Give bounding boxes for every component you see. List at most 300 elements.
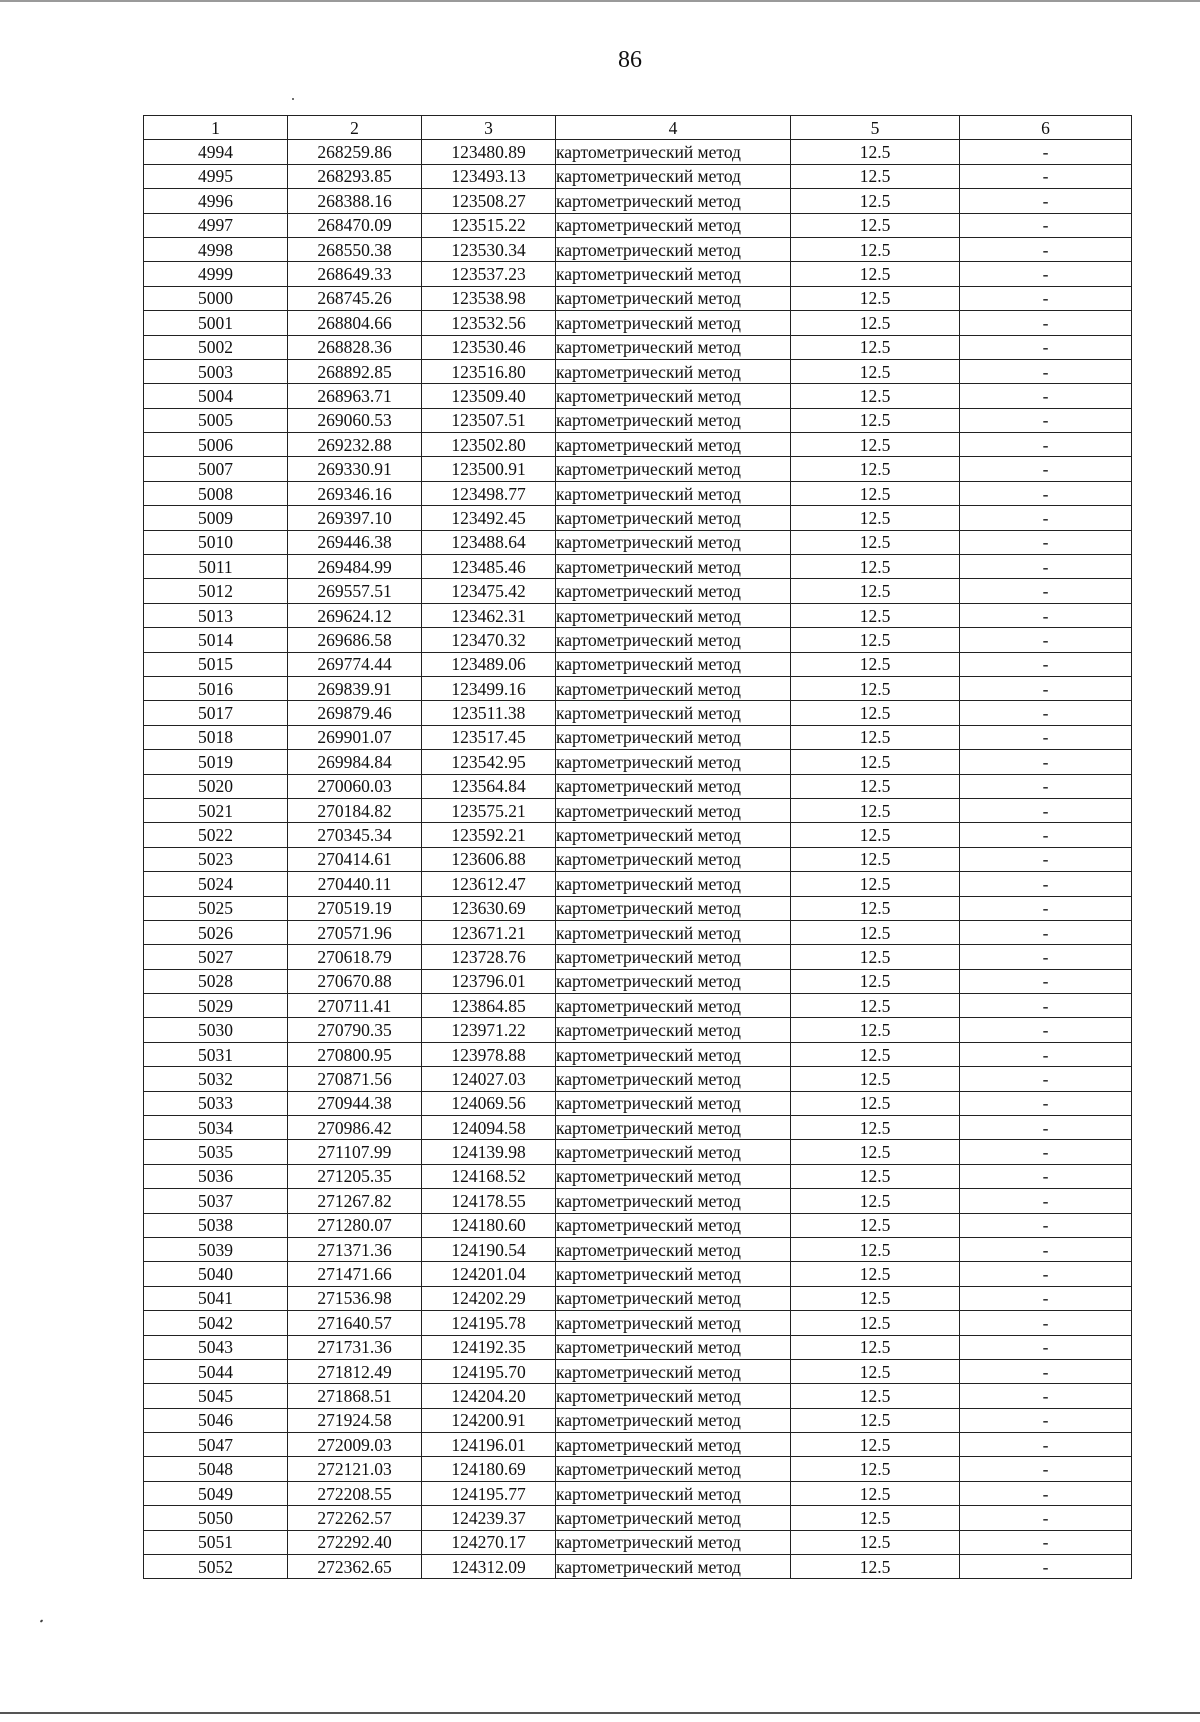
method-cell: картометрический метод [556,506,791,530]
method-cell: картометрический метод [556,1384,791,1408]
accuracy-cell: 12.5 [791,286,960,310]
column-6-cell: - [960,1140,1132,1164]
method-cell: картометрический метод [556,1481,791,1505]
table-row [144,872,1132,896]
column-6-cell: - [960,164,1132,188]
point-number-cell: 5049 [144,1481,288,1505]
column-6-cell: - [960,1213,1132,1237]
point-number-cell: 5013 [144,603,288,627]
y-coordinate-cell: 123492.45 [422,506,556,530]
accuracy-cell: 12.5 [791,945,960,969]
point-number-cell: 5026 [144,920,288,944]
method-cell: картометрический метод [556,1262,791,1286]
x-coordinate-cell: 268963.71 [288,384,422,408]
point-number-cell: 5051 [144,1530,288,1554]
x-coordinate-cell: 269397.10 [288,506,422,530]
column-6-cell: - [960,628,1132,652]
x-coordinate-cell: 272208.55 [288,1481,422,1505]
table-row [144,774,1132,798]
accuracy-cell: 12.5 [791,1481,960,1505]
table-row [144,1530,1132,1554]
table-row [144,1164,1132,1188]
column-6-cell: - [960,433,1132,457]
y-coordinate-cell: 124202.29 [422,1286,556,1310]
x-coordinate-cell: 268892.85 [288,359,422,383]
point-number-cell: 5030 [144,1018,288,1042]
column-header: 6 [960,116,1132,140]
column-6-cell: - [960,1091,1132,1115]
y-coordinate-cell: 123564.84 [422,774,556,798]
method-cell: картометрический метод [556,603,791,627]
point-number-cell: 5043 [144,1335,288,1359]
y-coordinate-cell: 123978.88 [422,1042,556,1066]
y-coordinate-cell: 123475.42 [422,579,556,603]
x-coordinate-cell: 271868.51 [288,1384,422,1408]
column-6-cell: - [960,774,1132,798]
point-number-cell: 5016 [144,676,288,700]
y-coordinate-cell: 124069.56 [422,1091,556,1115]
point-number-cell: 5021 [144,798,288,822]
column-6-cell: - [960,1042,1132,1066]
table-row [144,994,1132,1018]
method-cell: картометрический метод [556,896,791,920]
column-header: 2 [288,116,422,140]
x-coordinate-cell: 270414.61 [288,847,422,871]
accuracy-cell: 12.5 [791,701,960,725]
x-coordinate-cell: 269901.07 [288,725,422,749]
accuracy-cell: 12.5 [791,676,960,700]
y-coordinate-cell: 124201.04 [422,1262,556,1286]
y-coordinate-cell: 123470.32 [422,628,556,652]
accuracy-cell: 12.5 [791,1408,960,1432]
column-6-cell: - [960,994,1132,1018]
y-coordinate-cell: 123500.91 [422,457,556,481]
column-6-cell: - [960,213,1132,237]
method-cell: картометрический метод [556,1359,791,1383]
point-number-cell: 4995 [144,164,288,188]
accuracy-cell: 12.5 [791,847,960,871]
x-coordinate-cell: 270944.38 [288,1091,422,1115]
table-row [144,1311,1132,1335]
column-6-cell: - [960,676,1132,700]
accuracy-cell: 12.5 [791,1116,960,1140]
y-coordinate-cell: 123671.21 [422,920,556,944]
method-cell: картометрический метод [556,750,791,774]
table-row [144,384,1132,408]
table-row [144,603,1132,627]
point-number-cell: 5004 [144,384,288,408]
point-number-cell: 5027 [144,945,288,969]
point-number-cell: 5028 [144,969,288,993]
point-number-cell: 5009 [144,506,288,530]
table-row [144,920,1132,944]
y-coordinate-cell: 123515.22 [422,213,556,237]
x-coordinate-cell: 268259.86 [288,140,422,164]
method-cell: картометрический метод [556,530,791,554]
x-coordinate-cell: 269557.51 [288,579,422,603]
x-coordinate-cell: 269484.99 [288,555,422,579]
x-coordinate-cell: 269774.44 [288,652,422,676]
x-coordinate-cell: 272009.03 [288,1433,422,1457]
point-number-cell: 5041 [144,1286,288,1310]
x-coordinate-cell: 271371.36 [288,1237,422,1261]
table-header-row [144,116,1132,140]
x-coordinate-cell: 271812.49 [288,1359,422,1383]
x-coordinate-cell: 271924.58 [288,1408,422,1432]
x-coordinate-cell: 270345.34 [288,823,422,847]
column-6-cell: - [960,530,1132,554]
point-number-cell: 5005 [144,408,288,432]
table-row [144,1457,1132,1481]
method-cell: картометрический метод [556,359,791,383]
column-6-cell: - [960,555,1132,579]
point-number-cell: 5052 [144,1555,288,1579]
x-coordinate-cell: 272262.57 [288,1506,422,1530]
column-6-cell: - [960,872,1132,896]
method-cell: картометрический метод [556,823,791,847]
point-number-cell: 4996 [144,189,288,213]
column-6-cell: - [960,408,1132,432]
point-number-cell: 5042 [144,1311,288,1335]
point-number-cell: 5047 [144,1433,288,1457]
x-coordinate-cell: 268745.26 [288,286,422,310]
x-coordinate-cell: 269446.38 [288,530,422,554]
accuracy-cell: 12.5 [791,896,960,920]
table-row [144,286,1132,310]
point-number-cell: 5024 [144,872,288,896]
y-coordinate-cell: 123542.95 [422,750,556,774]
table-row [144,213,1132,237]
y-coordinate-cell: 124312.09 [422,1555,556,1579]
method-cell: картометрический метод [556,676,791,700]
accuracy-cell: 12.5 [791,408,960,432]
accuracy-cell: 12.5 [791,1555,960,1579]
column-6-cell: - [960,506,1132,530]
method-cell: картометрический метод [556,1213,791,1237]
x-coordinate-cell: 270519.19 [288,896,422,920]
point-number-cell: 5011 [144,555,288,579]
y-coordinate-cell: 123971.22 [422,1018,556,1042]
y-coordinate-cell: 123462.31 [422,603,556,627]
table-row [144,725,1132,749]
method-cell: картометрический метод [556,1433,791,1457]
point-number-cell: 5036 [144,1164,288,1188]
table-row [144,189,1132,213]
y-coordinate-cell: 124239.37 [422,1506,556,1530]
method-cell: картометрический метод [556,945,791,969]
accuracy-cell: 12.5 [791,140,960,164]
x-coordinate-cell: 269346.16 [288,481,422,505]
accuracy-cell: 12.5 [791,384,960,408]
accuracy-cell: 12.5 [791,530,960,554]
method-cell: картометрический метод [556,872,791,896]
column-6-cell: - [960,1189,1132,1213]
y-coordinate-cell: 123498.77 [422,481,556,505]
table-row [144,1116,1132,1140]
method-cell: картометрический метод [556,384,791,408]
point-number-cell: 5046 [144,1408,288,1432]
page-number: 86 [618,47,642,73]
column-6-cell: - [960,1530,1132,1554]
accuracy-cell: 12.5 [791,798,960,822]
y-coordinate-cell: 124195.77 [422,1481,556,1505]
accuracy-cell: 12.5 [791,1530,960,1554]
accuracy-cell: 12.5 [791,603,960,627]
column-6-cell: - [960,311,1132,335]
x-coordinate-cell: 271267.82 [288,1189,422,1213]
accuracy-cell: 12.5 [791,1384,960,1408]
x-coordinate-cell: 271731.36 [288,1335,422,1359]
point-number-cell: 5025 [144,896,288,920]
point-number-cell: 5018 [144,725,288,749]
column-6-cell: - [960,189,1132,213]
y-coordinate-cell: 123508.27 [422,189,556,213]
method-cell: картометрический метод [556,555,791,579]
y-coordinate-cell: 124195.78 [422,1311,556,1335]
method-cell: картометрический метод [556,725,791,749]
y-coordinate-cell: 124139.98 [422,1140,556,1164]
point-number-cell: 5003 [144,359,288,383]
y-coordinate-cell: 123532.56 [422,311,556,335]
column-6-cell: - [960,1506,1132,1530]
method-cell: картометрический метод [556,140,791,164]
column-6-cell: - [960,1457,1132,1481]
x-coordinate-cell: 269060.53 [288,408,422,432]
column-6-cell: - [960,725,1132,749]
point-number-cell: 5040 [144,1262,288,1286]
column-6-cell: - [960,457,1132,481]
point-number-cell: 4997 [144,213,288,237]
accuracy-cell: 12.5 [791,1067,960,1091]
method-cell: картометрический метод [556,1457,791,1481]
column-6-cell: - [960,1237,1132,1261]
accuracy-cell: 12.5 [791,1042,960,1066]
method-cell: картометрический метод [556,1116,791,1140]
accuracy-cell: 12.5 [791,1359,960,1383]
column-6-cell: - [960,1481,1132,1505]
x-coordinate-cell: 270060.03 [288,774,422,798]
y-coordinate-cell: 123630.69 [422,896,556,920]
y-coordinate-cell: 123728.76 [422,945,556,969]
column-6-cell: - [960,481,1132,505]
x-coordinate-cell: 268388.16 [288,189,422,213]
accuracy-cell: 12.5 [791,311,960,335]
column-header: 4 [556,116,791,140]
scan-speck [292,98,294,100]
method-cell: картометрический метод [556,1018,791,1042]
accuracy-cell: 12.5 [791,1506,960,1530]
y-coordinate-cell: 123612.47 [422,872,556,896]
method-cell: картометрический метод [556,847,791,871]
method-cell: картометрический метод [556,1311,791,1335]
method-cell: картометрический метод [556,1555,791,1579]
method-cell: картометрический метод [556,1164,791,1188]
column-6-cell: - [960,652,1132,676]
y-coordinate-cell: 123538.98 [422,286,556,310]
accuracy-cell: 12.5 [791,1140,960,1164]
y-coordinate-cell: 123485.46 [422,555,556,579]
method-cell: картометрический метод [556,286,791,310]
point-number-cell: 5014 [144,628,288,652]
accuracy-cell: 12.5 [791,1311,960,1335]
table-row [144,1140,1132,1164]
accuracy-cell: 12.5 [791,481,960,505]
coordinates-table [143,115,1132,1579]
table-row [144,1481,1132,1505]
y-coordinate-cell: 124270.17 [422,1530,556,1554]
table-row [144,1286,1132,1310]
scan-edge-bottom [0,1712,1200,1714]
accuracy-cell: 12.5 [791,1286,960,1310]
column-6-cell: - [960,847,1132,871]
x-coordinate-cell: 269232.88 [288,433,422,457]
y-coordinate-cell: 124192.35 [422,1335,556,1359]
table-row [144,652,1132,676]
table-row [144,1408,1132,1432]
x-coordinate-cell: 271205.35 [288,1164,422,1188]
x-coordinate-cell: 268470.09 [288,213,422,237]
accuracy-cell: 12.5 [791,555,960,579]
method-cell: картометрический метод [556,1408,791,1432]
method-cell: картометрический метод [556,920,791,944]
column-6-cell: - [960,1286,1132,1310]
accuracy-cell: 12.5 [791,823,960,847]
point-number-cell: 5010 [144,530,288,554]
y-coordinate-cell: 124204.20 [422,1384,556,1408]
accuracy-cell: 12.5 [791,164,960,188]
point-number-cell: 5007 [144,457,288,481]
scan-edge-top [0,0,1200,2]
table-row [144,262,1132,286]
accuracy-cell: 12.5 [791,969,960,993]
y-coordinate-cell: 124195.70 [422,1359,556,1383]
x-coordinate-cell: 271107.99 [288,1140,422,1164]
column-6-cell: - [960,1067,1132,1091]
method-cell: картометрический метод [556,408,791,432]
table-row [144,969,1132,993]
column-6-cell: - [960,1018,1132,1042]
table-row [144,750,1132,774]
table-row [144,1335,1132,1359]
point-number-cell: 5002 [144,335,288,359]
point-number-cell: 5022 [144,823,288,847]
x-coordinate-cell: 270800.95 [288,1042,422,1066]
method-cell: картометрический метод [556,1530,791,1554]
accuracy-cell: 12.5 [791,262,960,286]
method-cell: картометрический метод [556,1140,791,1164]
method-cell: картометрический метод [556,1067,791,1091]
x-coordinate-cell: 268293.85 [288,164,422,188]
accuracy-cell: 12.5 [791,433,960,457]
y-coordinate-cell: 123537.23 [422,262,556,286]
point-number-cell: 5001 [144,311,288,335]
point-number-cell: 5034 [144,1116,288,1140]
table-row [144,1213,1132,1237]
column-6-cell: - [960,701,1132,725]
column-6-cell: - [960,823,1132,847]
y-coordinate-cell: 123488.64 [422,530,556,554]
x-coordinate-cell: 269624.12 [288,603,422,627]
x-coordinate-cell: 271536.98 [288,1286,422,1310]
method-cell: картометрический метод [556,457,791,481]
accuracy-cell: 12.5 [791,457,960,481]
accuracy-cell: 12.5 [791,213,960,237]
point-number-cell: 5006 [144,433,288,457]
point-number-cell: 5037 [144,1189,288,1213]
accuracy-cell: 12.5 [791,359,960,383]
y-coordinate-cell: 124178.55 [422,1189,556,1213]
accuracy-cell: 12.5 [791,1213,960,1237]
method-cell: картометрический метод [556,189,791,213]
y-coordinate-cell: 123493.13 [422,164,556,188]
point-number-cell: 4999 [144,262,288,286]
scan-speck [40,1619,44,1622]
accuracy-cell: 12.5 [791,1433,960,1457]
point-number-cell: 5035 [144,1140,288,1164]
x-coordinate-cell: 269879.46 [288,701,422,725]
accuracy-cell: 12.5 [791,750,960,774]
point-number-cell: 5048 [144,1457,288,1481]
column-6-cell: - [960,969,1132,993]
x-coordinate-cell: 270571.96 [288,920,422,944]
method-cell: картометрический метод [556,1237,791,1261]
table-row [144,1359,1132,1383]
table-row [144,823,1132,847]
x-coordinate-cell: 272292.40 [288,1530,422,1554]
column-6-cell: - [960,920,1132,944]
method-cell: картометрический метод [556,213,791,237]
accuracy-cell: 12.5 [791,994,960,1018]
table-row [144,798,1132,822]
accuracy-cell: 12.5 [791,1335,960,1359]
table-row [144,457,1132,481]
table-row [144,676,1132,700]
table-row [144,335,1132,359]
y-coordinate-cell: 123864.85 [422,994,556,1018]
accuracy-cell: 12.5 [791,1189,960,1213]
accuracy-cell: 12.5 [791,237,960,261]
column-6-cell: - [960,1359,1132,1383]
column-6-cell: - [960,286,1132,310]
table-row [144,237,1132,261]
x-coordinate-cell: 269839.91 [288,676,422,700]
method-cell: картометрический метод [556,1506,791,1530]
point-number-cell: 5000 [144,286,288,310]
point-number-cell: 5031 [144,1042,288,1066]
column-6-cell: - [960,798,1132,822]
method-cell: картометрический метод [556,311,791,335]
table-row [144,1067,1132,1091]
table-row [144,1189,1132,1213]
column-6-cell: - [960,1164,1132,1188]
point-number-cell: 5008 [144,481,288,505]
column-6-cell: - [960,1433,1132,1457]
point-number-cell: 5045 [144,1384,288,1408]
method-cell: картометрический метод [556,262,791,286]
x-coordinate-cell: 270986.42 [288,1116,422,1140]
point-number-cell: 4994 [144,140,288,164]
x-coordinate-cell: 270184.82 [288,798,422,822]
y-coordinate-cell: 124196.01 [422,1433,556,1457]
column-6-cell: - [960,945,1132,969]
table-row [144,896,1132,920]
y-coordinate-cell: 124200.91 [422,1408,556,1432]
column-6-cell: - [960,335,1132,359]
point-number-cell: 5020 [144,774,288,798]
table-row [144,481,1132,505]
method-cell: картометрический метод [556,994,791,1018]
column-6-cell: - [960,384,1132,408]
